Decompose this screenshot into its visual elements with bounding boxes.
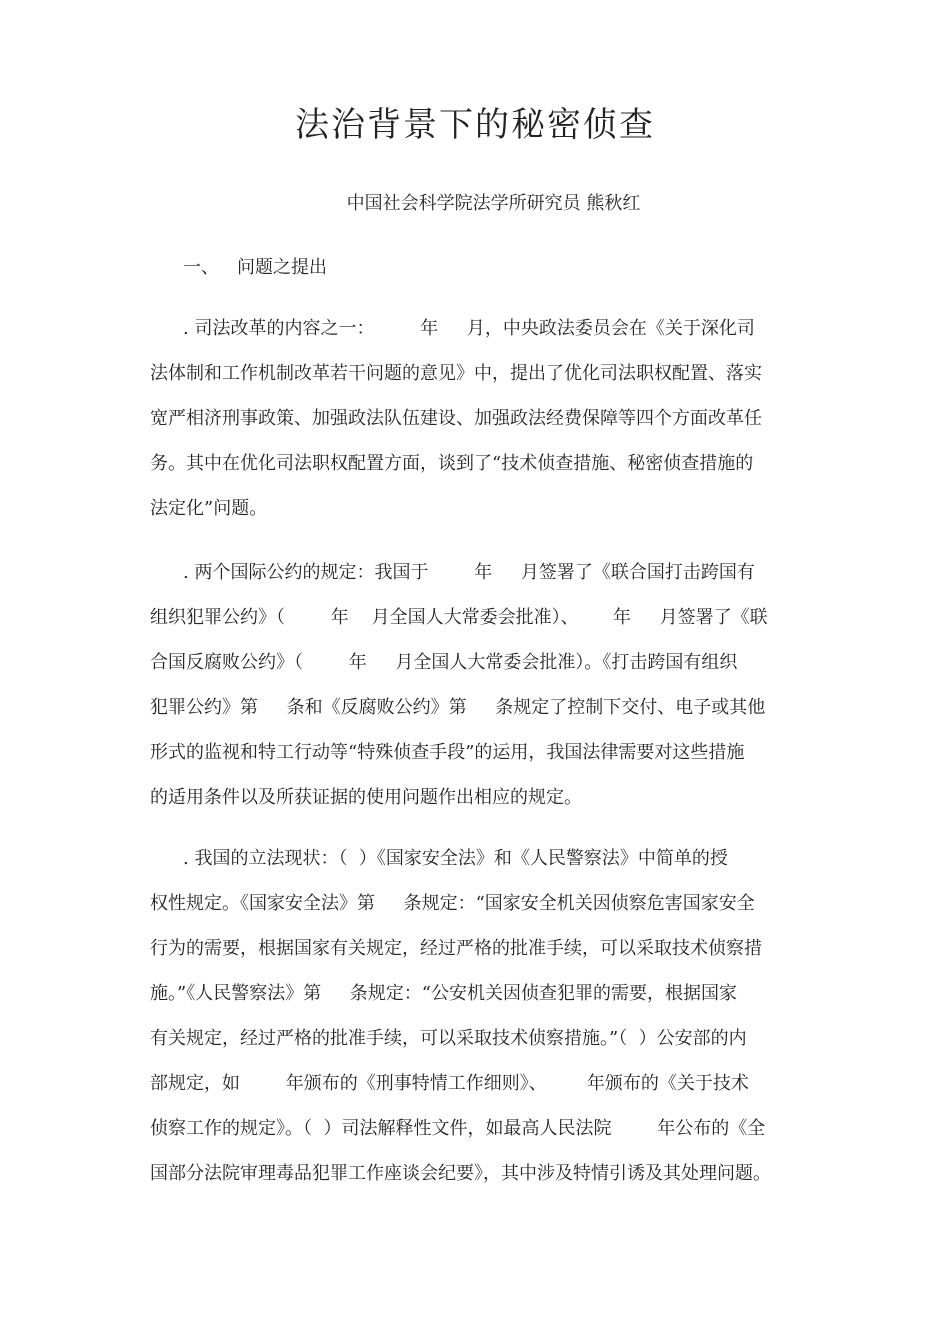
line-text: 权性规定。《国家安全法》第 条规定：“国家安全机关因侦察危害国家安全 [150, 893, 755, 914]
line-text: 务。其中在优化司法职权配置方面，谈到了“技术侦查措施、秘密侦查措施的 [150, 453, 754, 474]
paragraph-line [150, 351, 804, 396]
document-title: 法治背景下的秘密侦查 [295, 105, 655, 145]
paragraph-line [150, 396, 804, 441]
line-text: 侦察工作的规定》。（ ）司法解释性文件，如最高人民法院 年公布的《全 [150, 1118, 766, 1139]
line-text: 的适用条件以及所获证据的使用问题作出相应的规定。 [150, 787, 582, 808]
paragraph-line [150, 685, 804, 730]
paragraph-line [150, 486, 804, 531]
paragraph-line [150, 1016, 804, 1061]
line-text: . 我国的立法现状：（ ）《国家安全法》和《人民警察法》中简单的授 [183, 848, 728, 869]
line-text: . 司法改革的内容之一： 年 月，中央政法委员会在《关于深化司 [183, 318, 755, 339]
paragraph-line [150, 971, 804, 1016]
paragraph-judicial-reform [150, 306, 804, 531]
line-text: 部规定，如 年颁布的《刑事特情工作细则》、 年颁布的《关于技术 [150, 1073, 749, 1094]
line-text: 行为的需要，根据国家有关规定，经过严格的批准手续，可以采取技术侦察措 [150, 938, 762, 959]
line-text: 形式的监视和特工行动等“特殊侦查手段”的运用，我国法律需要对这些措施 [150, 742, 745, 763]
paragraph-line [150, 640, 804, 685]
author-line: 中国社会科学院法学所研究员 熊秋红 [346, 193, 641, 214]
line-text: 合国反腐败公约》（ 年 月全国人大常委会批准）。《打击跨国有组织 [150, 652, 738, 673]
section-title: 问题之提出 [237, 257, 327, 278]
paragraph-line [150, 836, 804, 881]
section-number: 一、 [183, 257, 219, 278]
paragraph-line [150, 1151, 804, 1196]
paragraph-legislative-status [150, 836, 804, 1196]
paragraph-line [150, 881, 804, 926]
line-text: 组织犯罪公约》（ 年 月全国人大常委会批准）、 年 月签署了《联 [150, 607, 768, 628]
paragraph-line [150, 306, 804, 351]
paragraph-line [150, 1061, 804, 1106]
line-text: 法体制和工作机制改革若干问题的意见》中，提出了优化司法职权配置、落实 [150, 363, 762, 384]
line-text: 宽严相济刑事政策、加强政法队伍建设、加强政法经费保障等四个方面改革任 [150, 408, 762, 429]
paragraph-international-conventions [150, 550, 804, 820]
line-text: 国部分法院审理毒品犯罪工作座谈会纪要》，其中涉及特情引诱及其处理问题。 [150, 1163, 771, 1184]
paragraph-line [150, 1106, 804, 1151]
paragraph-line [150, 926, 804, 971]
paragraph-line [150, 730, 804, 775]
paragraph-line [150, 775, 804, 820]
line-text: 法定化”问题。 [150, 498, 268, 519]
line-text: 施。”《人民警察法》第 条规定：“公安机关因侦查犯罪的需要，根据国家 [150, 983, 738, 1004]
line-text: . 两个国际公约的规定：我国于 年 月签署了《联合国打击跨国有 [183, 562, 755, 583]
paragraph-line [150, 550, 804, 595]
line-text: 犯罪公约》第 条和《反腐败公约》第 条规定了控制下交付、电子或其他 [150, 697, 766, 718]
line-text: 有关规定，经过严格的批准手续，可以采取技术侦察措施。”（ ）公安部的内 [150, 1028, 747, 1049]
section-heading [183, 253, 327, 283]
paragraph-line [150, 595, 804, 640]
paragraph-line [150, 441, 804, 486]
